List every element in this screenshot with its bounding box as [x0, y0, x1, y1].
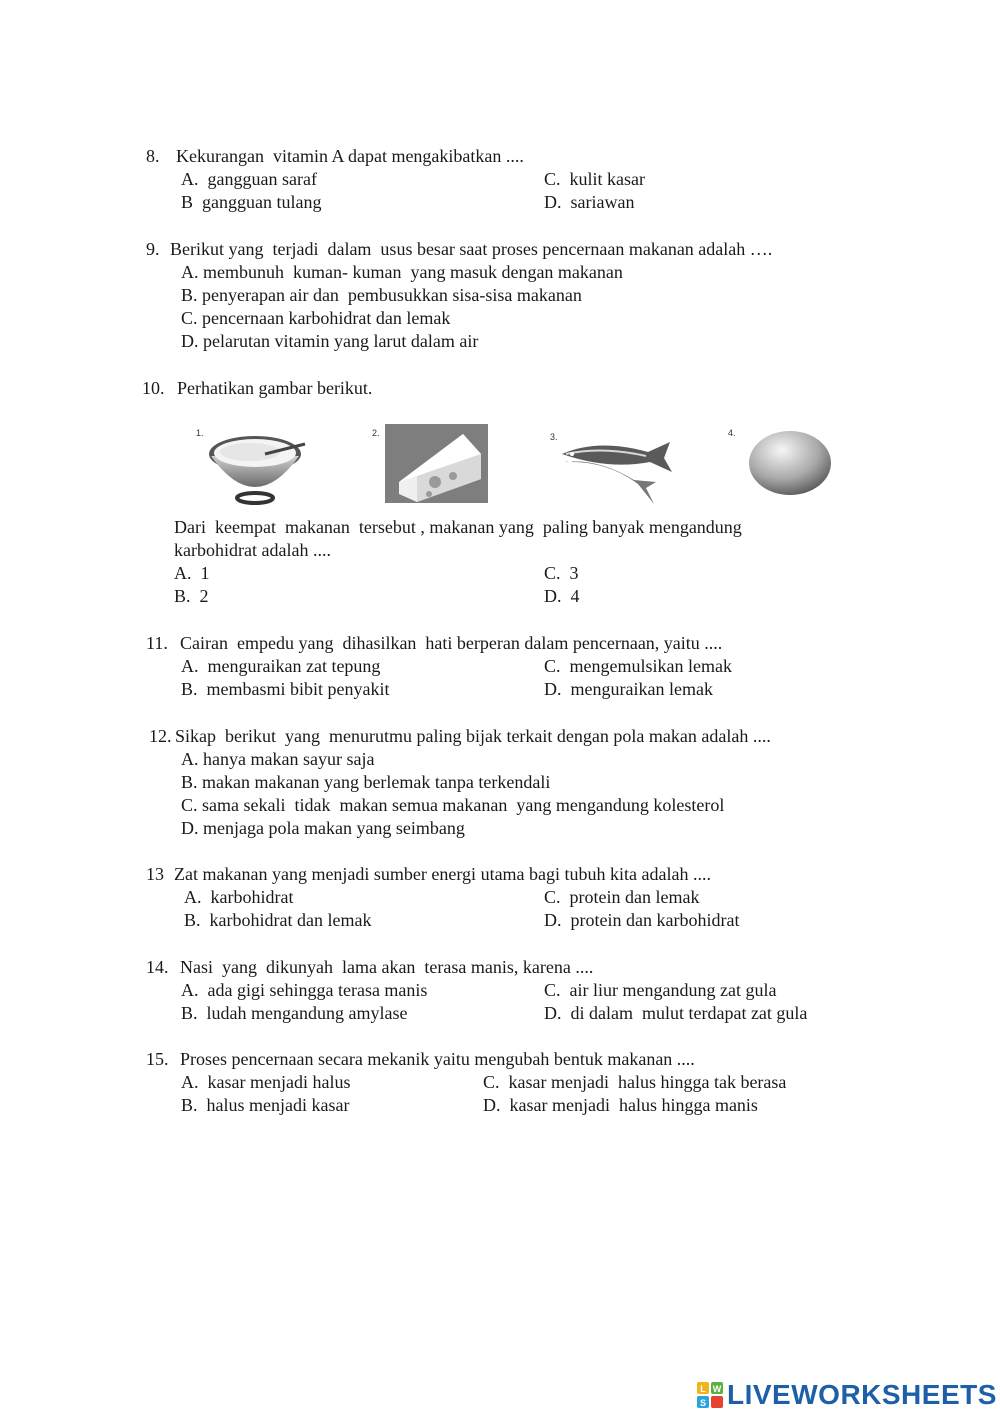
egg-image — [748, 430, 833, 496]
q15-option-c[interactable]: C. kasar menjadi halus hingga tak berasa — [483, 1072, 787, 1092]
q14-option-c[interactable]: C. air liur mengandung zat gula — [544, 980, 777, 1000]
q13-option-a[interactable]: A. karbohidrat — [184, 887, 294, 907]
q9-number: 9. — [146, 239, 160, 259]
svg-text:L: L — [700, 1384, 706, 1394]
q13-text: Zat makanan yang menjadi sumber energi utama bagi tubuh kita adalah .... — [174, 864, 711, 884]
q15-option-b[interactable]: B. halus menjadi kasar — [181, 1095, 350, 1115]
q8-option-b[interactable]: B gangguan tulang — [181, 192, 322, 212]
q9-option-b[interactable]: B. penyerapan air dan pembusukkan sisa-sisa makanan — [181, 285, 582, 305]
q9-option-c[interactable]: C. pencernaan karbohidrat dan lemak — [181, 308, 451, 328]
image-label-4: 4. — [728, 428, 736, 438]
q14-number: 14. — [146, 957, 169, 977]
q15-option-d[interactable]: D. kasar menjadi halus hingga manis — [483, 1095, 758, 1115]
q13-option-c[interactable]: C. protein dan lemak — [544, 887, 700, 907]
q11-option-b[interactable]: B. membasmi bibit penyakit — [181, 679, 390, 699]
q10-text-line2: karbohidrat adalah .... — [174, 540, 331, 560]
q9-option-a[interactable]: A. membunuh kuman- kuman yang masuk dengan makanan — [181, 262, 623, 282]
q12-option-a[interactable]: A. hanya makan sayur saja — [181, 749, 375, 769]
q10-option-b[interactable]: B. 2 — [174, 586, 209, 606]
q12-option-c[interactable]: C. sama sekali tidak makan semua makanan yang mengandung kolesterol — [181, 795, 725, 815]
q8-text: Kekurangan vitamin A dapat mengakibatkan .... — [176, 146, 524, 166]
q13-option-b[interactable]: B. karbohidrat dan lemak — [184, 910, 372, 930]
q15-option-a[interactable]: A. kasar menjadi halus — [181, 1072, 351, 1092]
q13-option-d[interactable]: D. protein dan karbohidrat — [544, 910, 740, 930]
q15-text: Proses pencernaan secara mekanik yaitu mengubah bentuk makanan .... — [180, 1049, 695, 1069]
svg-text:S: S — [699, 1398, 707, 1408]
q12-number: 12. — [149, 726, 172, 746]
q10-text: Perhatikan gambar berikut. — [177, 378, 373, 398]
liveworksheets-logo — [697, 1378, 997, 1412]
svg-text:W: W — [712, 1384, 722, 1394]
q11-text: Cairan empedu yang dihasilkan hati berperan dalam pencernaan, yaitu .... — [180, 633, 723, 653]
q14-option-d[interactable]: D. di dalam mulut terdapat zat gula — [544, 1003, 808, 1023]
q12-text: Sikap berikut yang menurutmu paling bijak terkait dengan pola makan adalah .... — [175, 726, 771, 746]
fish-image — [558, 432, 676, 508]
q12-option-d[interactable]: D. menjaga pola makan yang seimbang — [181, 818, 465, 838]
rice-bowl-image — [205, 428, 315, 506]
q10-option-a[interactable]: A. 1 — [174, 563, 210, 583]
q8-option-c[interactable]: C. kulit kasar — [544, 169, 645, 189]
q13-number: 13 — [146, 864, 164, 884]
q10-text-line1: Dari keempat makanan tersebut , makanan yang paling banyak mengandung — [174, 517, 742, 537]
q11-option-c[interactable]: C. mengemulsikan lemak — [544, 656, 732, 676]
q12-option-b[interactable]: B. makan makanan yang berlemak tanpa terkendali — [181, 772, 551, 792]
q11-option-d[interactable]: D. menguraikan lemak — [544, 679, 713, 699]
image-label-3: 3. — [550, 432, 558, 442]
liveworksheets-brand: LIVEWORKSHEETS — [727, 1379, 997, 1410]
q10-option-d[interactable]: D. 4 — [544, 586, 580, 606]
q14-option-a[interactable]: A. ada gigi sehingga terasa manis — [181, 980, 428, 1000]
q11-option-a[interactable]: A. menguraikan zat tepung — [181, 656, 381, 676]
q8-option-a[interactable]: A. gangguan saraf — [181, 169, 317, 189]
q14-option-b[interactable]: B. ludah mengandung amylase — [181, 1003, 408, 1023]
image-label-2: 2. — [372, 428, 380, 438]
q10-option-c[interactable]: C. 3 — [544, 563, 579, 583]
q8-option-d[interactable]: D. sariawan — [544, 192, 635, 212]
q8-number: 8. — [146, 146, 160, 166]
q10-number: 10. — [142, 378, 165, 398]
liveworksheets-logo-icon — [697, 1382, 723, 1408]
cheese-image — [385, 424, 488, 503]
q9-text: Berikut yang terjadi dalam usus besar saat proses pencernaan makanan adalah …. — [170, 239, 773, 259]
q15-number: 15. — [146, 1049, 169, 1069]
q11-number: 11. — [146, 633, 168, 653]
q9-option-d[interactable]: D. pelarutan vitamin yang larut dalam air — [181, 331, 479, 351]
image-label-1: 1. — [196, 428, 204, 438]
q14-text: Nasi yang dikunyah lama akan terasa manis, karena .... — [180, 957, 594, 977]
